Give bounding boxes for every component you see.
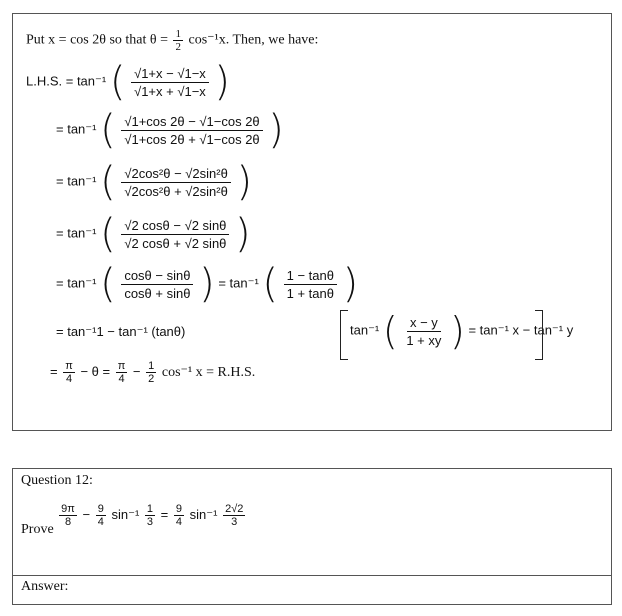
intro-tail: cos⁻¹x. Then, we have: [188,32,319,48]
fraction-denominator: 4 [97,516,104,528]
equals-sign: = [160,506,169,522]
fraction-numerator: 1 [146,503,154,515]
identity-lhs: tan⁻¹ [350,322,380,338]
step-6 [56,324,185,340]
close-paren: ) [268,107,284,153]
step-3-fraction [121,166,231,199]
fraction-numerator: 1 [148,360,155,372]
fraction-numerator: √2 cosθ − √2 sinθ [121,218,229,235]
one-half [146,360,156,385]
step-4 [56,211,251,257]
step-1-fraction [131,66,209,99]
step-5-fraction [121,268,193,301]
fraction-denominator: √2cos²θ + √2sin²θ [124,183,228,199]
fraction-denominator: √2 cosθ + √2 sinθ [124,235,227,251]
step-lhs: = tan⁻¹ [56,225,97,241]
fraction-denominator: 2 [148,373,155,385]
final-mid: − θ = [80,363,111,379]
fraction-denominator: 3 [146,516,154,528]
arcsin-1: sin⁻¹ [111,506,140,522]
equals-sign: = [50,363,58,379]
intro-text: Put x = cos 2θ so that θ = [26,32,168,48]
identity-rhs: = tan⁻¹ x − tan⁻¹ y [468,322,574,338]
open-paren: ( [382,309,398,353]
fraction-numerator: 9 [175,503,183,515]
fraction-numerator: 9 [97,503,104,515]
lhs-label: L.H.S. = tan⁻¹ [26,73,107,89]
step-6-text: = tan⁻¹1 − tan⁻¹ (tanθ) [56,324,186,339]
intro-half-fraction [173,28,183,53]
step-lhs: = tan⁻¹ [56,121,97,137]
close-paren: ) [450,309,465,353]
open-paren: ( [100,261,116,307]
pi-over-4-2 [116,360,128,385]
answer-box [12,575,612,605]
step-5 [56,261,359,307]
identity-bracket-right [535,310,543,360]
step-2 [56,107,284,153]
nine-over-four-2 [174,503,184,528]
fraction-numerator: π [65,360,73,372]
fraction-numerator: 9π [61,503,75,515]
open-paren: ( [262,261,279,307]
final-line [50,360,255,385]
minus-sign: − [82,506,91,522]
close-paren: ) [342,261,359,307]
fraction-denominator: √1+x + √1−x [134,83,206,99]
close-paren: ) [199,261,215,307]
step-5-eq2: = tan⁻¹ [218,275,259,291]
arcsin-2: sin⁻¹ [189,506,218,522]
fraction-numerator: x − y [407,315,441,332]
step-3 [56,159,253,205]
fraction-denominator: 4 [175,516,183,528]
fraction-numerator: 1 [175,28,181,40]
nine-pi-over-eight [59,503,77,528]
close-paren: ) [236,159,253,205]
fraction-denominator: 4 [65,373,73,385]
question-statement [21,503,247,538]
fraction-denominator: 3 [231,516,238,528]
fraction-numerator: 1 − tanθ [284,268,337,285]
step-5-fraction-2 [284,268,337,301]
open-paren: ( [100,211,116,257]
fraction-numerator: cosθ − sinθ [121,268,193,285]
identity-bracket-left [340,310,348,360]
pi-over-4 [63,360,75,385]
intro-line [26,28,318,53]
prove-label: Prove [21,521,54,537]
close-paren: ) [235,211,251,257]
fraction-numerator: √1+cos 2θ − √1−cos 2θ [121,114,262,131]
fraction-denominator: √1+cos 2θ + √1−cos 2θ [124,131,260,147]
step-4-fraction [121,218,229,251]
step-lhs: = tan⁻¹ [56,275,97,291]
fraction-denominator: 1 + xy [406,332,442,348]
fraction-denominator: 2 [175,41,181,53]
identity-fraction [403,315,444,348]
fraction-denominator: 4 [118,373,125,385]
two-root-two-over-three [223,503,245,528]
question-title: Question 12: [21,473,93,488]
fraction-numerator: 2√2 [225,503,244,515]
step-lhs: = tan⁻¹ [56,173,97,189]
fraction-numerator: √2cos²θ − √2sin²θ [121,166,231,183]
one-third [145,503,155,528]
fraction-denominator: 8 [64,516,72,528]
answer-label: Answer: [21,579,69,594]
open-paren: ( [109,59,126,105]
step-1 [26,59,231,105]
final-tail: cos⁻¹ x = R.H.S. [161,364,256,380]
minus-sign: − [132,363,141,379]
nine-over-four [96,503,106,528]
fraction-numerator: √1+x − √1−x [131,66,209,83]
open-paren: ( [100,107,116,153]
fraction-denominator: cosθ + sinθ [124,285,191,301]
fraction-numerator: π [117,360,126,372]
fraction-denominator: 1 + tanθ [286,285,334,301]
open-paren: ( [100,159,116,205]
close-paren: ) [214,59,231,105]
step-2-fraction [121,114,262,147]
